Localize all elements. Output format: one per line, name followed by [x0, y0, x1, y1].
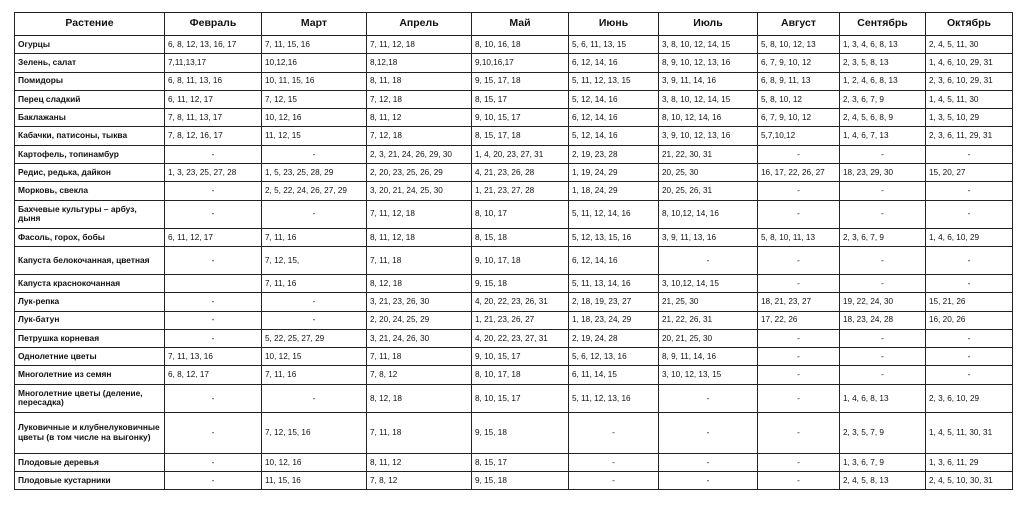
- sowing-days-cell: 10, 12, 15: [262, 348, 367, 366]
- sowing-days-cell: 7, 11, 16: [262, 274, 367, 292]
- sowing-days-cell: -: [758, 329, 840, 347]
- sowing-days-cell: 9, 15, 18: [472, 274, 569, 292]
- table-row: [15, 472, 1013, 490]
- sowing-days-cell: 7, 8, 12: [367, 366, 472, 384]
- sowing-days-cell: -: [165, 384, 262, 412]
- sowing-days-cell: -: [926, 200, 1013, 228]
- table-row: [15, 182, 1013, 200]
- sowing-days-cell: 8, 11, 12: [367, 109, 472, 127]
- sowing-days-cell: 6, 11, 12, 17: [165, 228, 262, 246]
- sowing-days-cell: -: [758, 200, 840, 228]
- sowing-days-cell: -: [165, 311, 262, 329]
- sowing-days-cell: 9, 10, 15, 17: [472, 109, 569, 127]
- sowing-days-cell: 5, 11, 12, 14, 16: [569, 200, 659, 228]
- table-row: [15, 145, 1013, 163]
- sowing-days-cell: 5, 11, 12, 13, 16: [569, 384, 659, 412]
- sowing-days-cell: 1, 3, 6, 11, 29: [926, 453, 1013, 471]
- sowing-days-cell: 2, 3, 6, 10, 29: [926, 384, 1013, 412]
- planting-calendar-table: [14, 12, 1013, 490]
- sowing-days-cell: 3, 9, 11, 14, 16: [659, 72, 758, 90]
- sowing-days-cell: -: [659, 472, 758, 490]
- sowing-days-cell: 2, 19, 23, 28: [569, 145, 659, 163]
- table-row: [15, 453, 1013, 471]
- sowing-days-cell: 8, 10,12, 14, 16: [659, 200, 758, 228]
- sowing-days-cell: -: [926, 246, 1013, 274]
- sowing-days-cell: 6, 8, 12, 17: [165, 366, 262, 384]
- table-row: [15, 311, 1013, 329]
- sowing-days-cell: -: [840, 274, 926, 292]
- sowing-days-cell: 2, 19, 24, 28: [569, 329, 659, 347]
- sowing-days-cell: 9, 15, 17, 18: [472, 72, 569, 90]
- sowing-days-cell: 9, 10, 17, 18: [472, 246, 569, 274]
- sowing-days-cell: 7,11,13,17: [165, 54, 262, 72]
- sowing-days-cell: 10, 12, 16: [262, 453, 367, 471]
- column-header-month: Апрель: [367, 13, 472, 36]
- sowing-days-cell: 18, 21, 23, 27: [758, 293, 840, 311]
- sowing-days-cell: 6, 11, 14, 15: [569, 366, 659, 384]
- sowing-days-cell: -: [840, 182, 926, 200]
- sowing-days-cell: 5, 8, 10, 11, 13: [758, 228, 840, 246]
- plant-name-cell: Кабачки, патисоны, тыква: [15, 127, 165, 145]
- sowing-days-cell: -: [840, 348, 926, 366]
- sowing-days-cell: 1, 18, 23, 24, 29: [569, 311, 659, 329]
- sowing-days-cell: 7, 12, 15,: [262, 246, 367, 274]
- table-row: [15, 274, 1013, 292]
- sowing-days-cell: 1, 4, 5, 11, 30, 31: [926, 412, 1013, 453]
- sowing-days-cell: -: [840, 246, 926, 274]
- sowing-days-cell: 1, 3, 23, 25, 27, 28: [165, 164, 262, 182]
- sowing-days-cell: -: [165, 246, 262, 274]
- sowing-days-cell: -: [758, 384, 840, 412]
- sowing-days-cell: 5, 12, 14, 16: [569, 90, 659, 108]
- sowing-days-cell: 2, 5, 22, 24, 26, 27, 29: [262, 182, 367, 200]
- sowing-days-cell: 1, 5, 23, 25, 28, 29: [262, 164, 367, 182]
- table-row: [15, 127, 1013, 145]
- sowing-days-cell: -: [262, 200, 367, 228]
- sowing-days-cell: 5, 8, 10, 12: [758, 90, 840, 108]
- sowing-days-cell: 8, 11, 18: [367, 72, 472, 90]
- sowing-days-cell: 20, 21, 25, 30: [659, 329, 758, 347]
- sowing-days-cell: 2, 3, 21, 24, 26, 29, 30: [367, 145, 472, 163]
- sowing-days-cell: 1, 19, 24, 29: [569, 164, 659, 182]
- planting-calendar: [14, 12, 1012, 490]
- sowing-days-cell: 10,12,16: [262, 54, 367, 72]
- sowing-days-cell: 7, 11, 18: [367, 348, 472, 366]
- sowing-days-cell: 1, 3, 5, 10, 29: [926, 109, 1013, 127]
- table-row: [15, 366, 1013, 384]
- sowing-days-cell: 18, 23, 24, 28: [840, 311, 926, 329]
- sowing-days-cell: 8, 12, 18: [367, 384, 472, 412]
- sowing-days-cell: 5, 6, 11, 13, 15: [569, 36, 659, 54]
- plant-name-cell: Картофель, топинамбур: [15, 145, 165, 163]
- sowing-days-cell: 2, 3, 6, 10, 29, 31: [926, 72, 1013, 90]
- sowing-days-cell: -: [165, 182, 262, 200]
- sowing-days-cell: 5, 12, 13, 15, 16: [569, 228, 659, 246]
- sowing-days-cell: -: [659, 246, 758, 274]
- sowing-days-cell: -: [840, 366, 926, 384]
- sowing-days-cell: 5,7,10,12: [758, 127, 840, 145]
- sowing-days-cell: 4, 21, 23, 26, 28: [472, 164, 569, 182]
- sowing-days-cell: 5, 8, 10, 12, 13: [758, 36, 840, 54]
- sowing-days-cell: -: [926, 145, 1013, 163]
- sowing-days-cell: [165, 274, 262, 292]
- table-row: [15, 109, 1013, 127]
- sowing-days-cell: 4, 20, 22, 23, 27, 31: [472, 329, 569, 347]
- sowing-days-cell: 10, 11, 15, 16: [262, 72, 367, 90]
- sowing-days-cell: 3, 8, 10, 12, 14, 15: [659, 36, 758, 54]
- sowing-days-cell: 2, 3, 6, 7, 9: [840, 90, 926, 108]
- sowing-days-cell: 2, 18, 19, 23, 27: [569, 293, 659, 311]
- sowing-days-cell: 7, 8, 11, 13, 17: [165, 109, 262, 127]
- sowing-days-cell: 2, 3, 6, 11, 29, 31: [926, 127, 1013, 145]
- plant-name-cell: Баклажаны: [15, 109, 165, 127]
- sowing-days-cell: -: [659, 384, 758, 412]
- sowing-days-cell: -: [926, 182, 1013, 200]
- sowing-days-cell: 8, 9, 10, 12, 13, 16: [659, 54, 758, 72]
- sowing-days-cell: -: [165, 472, 262, 490]
- sowing-days-cell: -: [165, 329, 262, 347]
- table-row: [15, 293, 1013, 311]
- sowing-days-cell: 8, 15, 17: [472, 90, 569, 108]
- sowing-days-cell: 6, 12, 14, 16: [569, 54, 659, 72]
- sowing-days-cell: -: [262, 384, 367, 412]
- sowing-days-cell: -: [758, 453, 840, 471]
- table-row: [15, 412, 1013, 453]
- sowing-days-cell: 7, 12, 15: [262, 90, 367, 108]
- sowing-days-cell: 17, 22, 26: [758, 311, 840, 329]
- sowing-days-cell: 5, 22, 25, 27, 29: [262, 329, 367, 347]
- sowing-days-cell: 3, 20, 21, 24, 25, 30: [367, 182, 472, 200]
- table-header-row: [15, 13, 1013, 36]
- plant-name-cell: Петрушка корневая: [15, 329, 165, 347]
- sowing-days-cell: -: [758, 145, 840, 163]
- sowing-days-cell: 15, 21, 26: [926, 293, 1013, 311]
- sowing-days-cell: 8,12,18: [367, 54, 472, 72]
- plant-name-cell: Многолетние из семян: [15, 366, 165, 384]
- sowing-days-cell: 16, 17, 22, 26, 27: [758, 164, 840, 182]
- sowing-days-cell: 6, 12, 14, 16: [569, 246, 659, 274]
- sowing-days-cell: 8, 15, 18: [472, 228, 569, 246]
- sowing-days-cell: 3, 21, 23, 26, 30: [367, 293, 472, 311]
- sowing-days-cell: 7, 11, 13, 16: [165, 348, 262, 366]
- sowing-days-cell: 1, 4, 6, 8, 13: [840, 384, 926, 412]
- plant-name-cell: Однолетние цветы: [15, 348, 165, 366]
- plant-name-cell: Плодовые кустарники: [15, 472, 165, 490]
- sowing-days-cell: 7, 12, 18: [367, 90, 472, 108]
- sowing-days-cell: 1, 2, 4, 6, 8, 13: [840, 72, 926, 90]
- sowing-days-cell: 6, 7, 9, 10, 12: [758, 54, 840, 72]
- sowing-days-cell: 8, 15, 17: [472, 453, 569, 471]
- sowing-days-cell: 1, 21, 23, 26, 27: [472, 311, 569, 329]
- sowing-days-cell: 10, 12, 16: [262, 109, 367, 127]
- table-row: [15, 90, 1013, 108]
- column-header-month: Октябрь: [926, 13, 1013, 36]
- sowing-days-cell: 1, 4, 6, 7, 13: [840, 127, 926, 145]
- sowing-days-cell: -: [758, 246, 840, 274]
- sowing-days-cell: 3, 8, 10, 12, 14, 15: [659, 90, 758, 108]
- sowing-days-cell: 21, 25, 30: [659, 293, 758, 311]
- plant-name-cell: Капуста краснокочанная: [15, 274, 165, 292]
- plant-name-cell: Плодовые деревья: [15, 453, 165, 471]
- sowing-days-cell: 21, 22, 26, 31: [659, 311, 758, 329]
- sowing-days-cell: 2, 3, 5, 7, 9: [840, 412, 926, 453]
- sowing-days-cell: 6, 11, 12, 17: [165, 90, 262, 108]
- sowing-days-cell: 16, 20, 26: [926, 311, 1013, 329]
- sowing-days-cell: -: [569, 472, 659, 490]
- sowing-days-cell: 21, 22, 30, 31: [659, 145, 758, 163]
- sowing-days-cell: -: [758, 366, 840, 384]
- sowing-days-cell: 3, 10,12, 14, 15: [659, 274, 758, 292]
- table-row: [15, 36, 1013, 54]
- sowing-days-cell: 4, 20, 22, 23, 26, 31: [472, 293, 569, 311]
- sowing-days-cell: -: [659, 453, 758, 471]
- sowing-days-cell: 8, 12, 18: [367, 274, 472, 292]
- plant-name-cell: Огурцы: [15, 36, 165, 54]
- sowing-days-cell: 8, 10, 17, 18: [472, 366, 569, 384]
- sowing-days-cell: 7, 11, 16: [262, 228, 367, 246]
- sowing-days-cell: 5, 11, 12, 13, 15: [569, 72, 659, 90]
- sowing-days-cell: 3, 21, 24, 26, 30: [367, 329, 472, 347]
- sowing-days-cell: 8, 10, 16, 18: [472, 36, 569, 54]
- column-header-month: Август: [758, 13, 840, 36]
- sowing-days-cell: 6, 8, 9, 11, 13: [758, 72, 840, 90]
- sowing-days-cell: -: [165, 145, 262, 163]
- table-row: [15, 329, 1013, 347]
- sowing-days-cell: 1, 18, 24, 29: [569, 182, 659, 200]
- sowing-days-cell: -: [758, 182, 840, 200]
- table-row: [15, 348, 1013, 366]
- sowing-days-cell: 3, 9, 10, 12, 13, 16: [659, 127, 758, 145]
- sowing-days-cell: 7, 11, 18: [367, 412, 472, 453]
- sowing-days-cell: 6, 12, 14, 16: [569, 109, 659, 127]
- sowing-days-cell: 7, 12, 18: [367, 127, 472, 145]
- sowing-days-cell: 7, 11, 16: [262, 366, 367, 384]
- plant-name-cell: Лук-батун: [15, 311, 165, 329]
- table-row: [15, 246, 1013, 274]
- plant-name-cell: Бахчевые культуры – арбуз, дыня: [15, 200, 165, 228]
- sowing-days-cell: -: [926, 329, 1013, 347]
- sowing-days-cell: 8, 10, 17: [472, 200, 569, 228]
- table-row: [15, 200, 1013, 228]
- sowing-days-cell: 6, 8, 12, 13, 16, 17: [165, 36, 262, 54]
- sowing-days-cell: 8, 11, 12, 18: [367, 228, 472, 246]
- column-header-month: Июль: [659, 13, 758, 36]
- sowing-days-cell: 7, 11, 15, 16: [262, 36, 367, 54]
- sowing-days-cell: -: [926, 348, 1013, 366]
- sowing-days-cell: 3, 9, 11, 13, 16: [659, 228, 758, 246]
- table-row: [15, 228, 1013, 246]
- sowing-days-cell: 2, 4, 5, 8, 13: [840, 472, 926, 490]
- sowing-days-cell: -: [926, 366, 1013, 384]
- sowing-days-cell: 2, 4, 5, 10, 30, 31: [926, 472, 1013, 490]
- sowing-days-cell: 2, 3, 5, 8, 13: [840, 54, 926, 72]
- sowing-days-cell: 1, 4, 6, 10, 29: [926, 228, 1013, 246]
- sowing-days-cell: 7, 11, 18: [367, 246, 472, 274]
- sowing-days-cell: 8, 10, 12, 14, 16: [659, 109, 758, 127]
- plant-name-cell: Лук-репка: [15, 293, 165, 311]
- plant-name-cell: Перец сладкий: [15, 90, 165, 108]
- sowing-days-cell: 7, 12, 15, 16: [262, 412, 367, 453]
- sowing-days-cell: 2, 4, 5, 6, 8, 9: [840, 109, 926, 127]
- sowing-days-cell: -: [165, 412, 262, 453]
- sowing-days-cell: -: [165, 200, 262, 228]
- sowing-days-cell: 1, 4, 5, 11, 30: [926, 90, 1013, 108]
- sowing-days-cell: 8, 15, 17, 18: [472, 127, 569, 145]
- sowing-days-cell: 6, 8, 11, 13, 16: [165, 72, 262, 90]
- sowing-days-cell: 18, 23, 29, 30: [840, 164, 926, 182]
- sowing-days-cell: -: [165, 453, 262, 471]
- sowing-days-cell: 1, 4, 6, 10, 29, 31: [926, 54, 1013, 72]
- sowing-days-cell: 1, 21, 23, 27, 28: [472, 182, 569, 200]
- sowing-days-cell: 9, 15, 18: [472, 472, 569, 490]
- sowing-days-cell: 15, 20, 27: [926, 164, 1013, 182]
- plant-name-cell: Помидоры: [15, 72, 165, 90]
- column-header-month: Сентябрь: [840, 13, 926, 36]
- sowing-days-cell: 20, 25, 30: [659, 164, 758, 182]
- sowing-days-cell: 2, 4, 5, 11, 30: [926, 36, 1013, 54]
- plant-name-cell: Фасоль, горох, бобы: [15, 228, 165, 246]
- sowing-days-cell: 9,10,16,17: [472, 54, 569, 72]
- table-row: [15, 164, 1013, 182]
- sowing-days-cell: 7, 8, 12, 16, 17: [165, 127, 262, 145]
- table-body: [15, 36, 1013, 490]
- sowing-days-cell: 8, 9, 11, 14, 16: [659, 348, 758, 366]
- table-row: [15, 384, 1013, 412]
- plant-name-cell: Многолетние цветы (деление, пересадка): [15, 384, 165, 412]
- sowing-days-cell: -: [758, 472, 840, 490]
- sowing-days-cell: 5, 12, 14, 16: [569, 127, 659, 145]
- sowing-days-cell: 5, 11, 13, 14, 16: [569, 274, 659, 292]
- sowing-days-cell: -: [840, 145, 926, 163]
- sowing-days-cell: 7, 8, 12: [367, 472, 472, 490]
- sowing-days-cell: -: [262, 311, 367, 329]
- sowing-days-cell: 7, 11, 12, 18: [367, 200, 472, 228]
- sowing-days-cell: -: [758, 274, 840, 292]
- column-header-plant: Растение: [15, 13, 165, 36]
- column-header-month: Март: [262, 13, 367, 36]
- sowing-days-cell: 2, 20, 23, 25, 26, 29: [367, 164, 472, 182]
- sowing-days-cell: -: [926, 274, 1013, 292]
- column-header-month: Май: [472, 13, 569, 36]
- plant-name-cell: Морковь, свекла: [15, 182, 165, 200]
- plant-name-cell: Редис, редька, дайкон: [15, 164, 165, 182]
- plant-name-cell: Зелень, салат: [15, 54, 165, 72]
- sowing-days-cell: -: [262, 293, 367, 311]
- sowing-days-cell: 1, 3, 6, 7, 9: [840, 453, 926, 471]
- table-row: [15, 54, 1013, 72]
- sowing-days-cell: 8, 10, 15, 17: [472, 384, 569, 412]
- sowing-days-cell: 11, 15, 16: [262, 472, 367, 490]
- sowing-days-cell: 1, 4, 20, 23, 27, 31: [472, 145, 569, 163]
- column-header-month: Февраль: [165, 13, 262, 36]
- column-header-month: Июнь: [569, 13, 659, 36]
- sowing-days-cell: 6, 7, 9, 10, 12: [758, 109, 840, 127]
- sowing-days-cell: 19, 22, 24, 30: [840, 293, 926, 311]
- sowing-days-cell: -: [758, 348, 840, 366]
- sowing-days-cell: 1, 3, 4, 6, 8, 13: [840, 36, 926, 54]
- plant-name-cell: Луковичные и клубнелуковичные цветы (в том числе на выгонку): [15, 412, 165, 453]
- sowing-days-cell: -: [758, 412, 840, 453]
- sowing-days-cell: 7, 11, 12, 18: [367, 36, 472, 54]
- sowing-days-cell: 9, 10, 15, 17: [472, 348, 569, 366]
- sowing-days-cell: 2, 3, 6, 7, 9: [840, 228, 926, 246]
- sowing-days-cell: 5, 6, 12, 13, 16: [569, 348, 659, 366]
- plant-name-cell: Капуста белокочанная, цветная: [15, 246, 165, 274]
- sowing-days-cell: -: [262, 145, 367, 163]
- sowing-days-cell: -: [569, 412, 659, 453]
- sowing-days-cell: -: [840, 200, 926, 228]
- sowing-days-cell: -: [659, 412, 758, 453]
- sowing-days-cell: 9, 15, 18: [472, 412, 569, 453]
- sowing-days-cell: 3, 10, 12, 13, 15: [659, 366, 758, 384]
- sowing-days-cell: -: [840, 329, 926, 347]
- table-row: [15, 72, 1013, 90]
- sowing-days-cell: 2, 20, 24, 25, 29: [367, 311, 472, 329]
- sowing-days-cell: 11, 12, 15: [262, 127, 367, 145]
- sowing-days-cell: -: [165, 293, 262, 311]
- sowing-days-cell: 8, 11, 12: [367, 453, 472, 471]
- sowing-days-cell: 20, 25, 26, 31: [659, 182, 758, 200]
- sowing-days-cell: -: [569, 453, 659, 471]
